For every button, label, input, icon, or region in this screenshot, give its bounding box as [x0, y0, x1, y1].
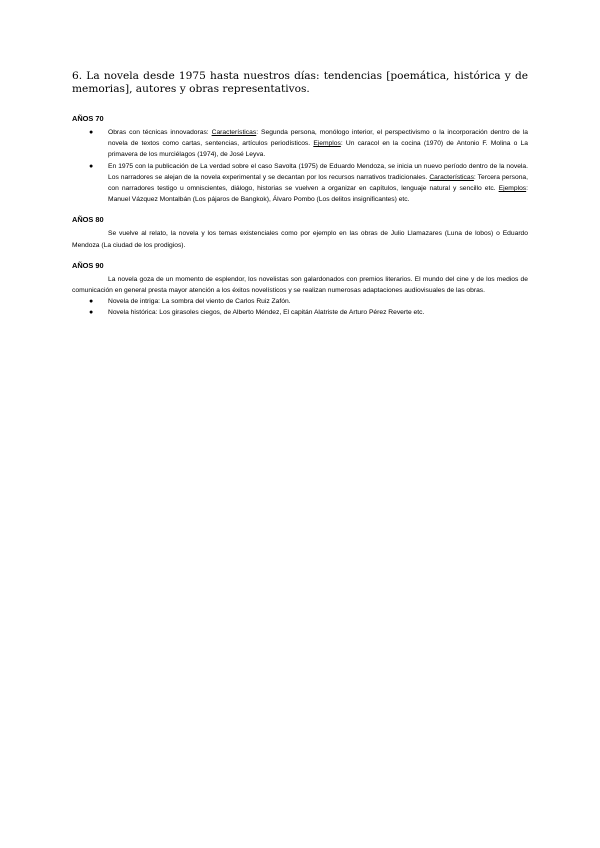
section-paragraph: Se vuelve al relato, la novela y los temas existenciales como por ejemplo en las obras de Julio Llamazares (Luna de lobos) o Eduardo Mendoza (La ciudad de los prodigios). [72, 230, 528, 249]
section-heading: AÑOS 70 [72, 114, 104, 123]
section-anos-80 [72, 215, 528, 250]
underlined-label: Características [211, 129, 257, 136]
section-heading: AÑOS 80 [72, 215, 104, 225]
text-run: : Un caracol en la cocina (1970) de Antonio F. Molina o La primavera de los murciélagos (1974), de José Leyva. [108, 140, 528, 159]
list-item-text: Novela de intriga: La sombra del viento de Carlos Ruiz Zafón. [108, 298, 291, 306]
underlined-label: Ejemplos [313, 140, 341, 148]
underlined-label: Características [429, 173, 474, 181]
section-anos-90 [72, 261, 528, 319]
list-item-text: Novela histórica: Los girasoles ciegos, de Alberto Méndez, El capitán Alatriste de Arturo Pérez Reverte etc. [108, 309, 425, 317]
list-item-text [108, 127, 528, 161]
bullet-icon: ● [89, 308, 94, 317]
list-item [72, 296, 528, 307]
text-run: Obras con técnicas innovadoras: [108, 129, 212, 136]
section-anos-70 [72, 114, 528, 205]
underlined-label: Ejemplos [498, 185, 527, 193]
text-run: En 1975 con la publicación de La verdad sobre el caso Savolta (1975) de Eduardo Mendoza, se inicia un nuevo período dentro de la novela. Los narradores se alejan de la novela experimental y se decantan por los recursos narrativos tradicionales. [108, 162, 528, 181]
list-item [72, 161, 528, 206]
bullet-icon: ● [89, 161, 94, 170]
text-run: : Manuel Vázquez Montalbán (Los pájaros de Bangkok), Álvaro Pombo (Los delitos insignificantes) etc. [108, 185, 528, 204]
bullet-list [72, 296, 528, 318]
document-page [72, 70, 528, 329]
list-item [72, 307, 528, 318]
text-run: : Segunda persona, monólogo interior, el perspectivismo o la incorporación dentro de la novela de textos como cartas, sentencias, artículos periodísticos. [108, 129, 528, 148]
text-run: : Tercera persona, con narradores testigo u omniscientes, diálogo, historias se vuelven a organizar en capítulos, lenguaje natural y sencillo etc. [108, 173, 528, 193]
document-title: 6. La novela desde 1975 hasta nuestros días: tendencias [poemática, histórica y de memorias], autores y obras representativos. [72, 70, 528, 95]
bullet-icon: ● [89, 128, 94, 136]
section-paragraph: La novela goza de un momento de esplendor, los novelistas son galardonados con premios literarios. El mundo del cine y de los medios de comunicación en general presta mayor atención a los éxitos novelísticos y se realizan numerosas adaptaciones audiovisuales de las obras. [72, 275, 528, 295]
section-heading: AÑOS 90 [72, 260, 104, 270]
list-item [72, 127, 528, 161]
list-item-text [108, 161, 528, 206]
bullet-list [72, 127, 528, 205]
bullet-icon: ● [89, 297, 94, 306]
